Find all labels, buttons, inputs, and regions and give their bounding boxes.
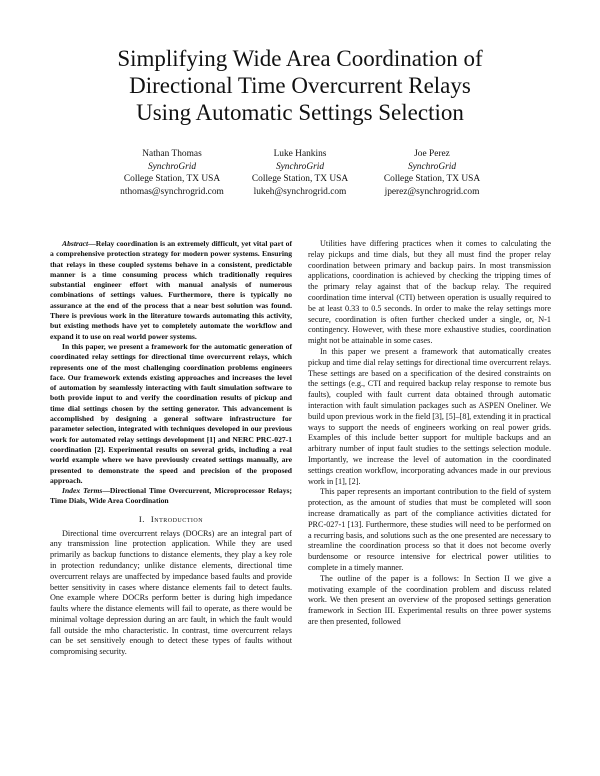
author-email: nthomas@synchrogrid.com	[120, 186, 224, 197]
section-title: Introduction	[150, 513, 204, 524]
index-terms-label: Index Terms	[62, 486, 103, 496]
body-paragraph: Directional time overcurrent relays (DOCRs) are an integral part of any transmission line protection application. While they are used primarily as backup functions to distance elements, they play a key role in protection redundancy; unlike distance elements, directional time overcurrent relays are unaffected by impedance based faults and provide better sensitivity in cases where distance elements fail to detect faults. One example where DOCRs perform better is during high impedance faults where the distance elements will fail to operate, as there would be minimal voltage depression during an arc fault, in which the fault would fall outside the mho characteristic. In contrast, time overcurrent relays can be set sensitively enough to detect these types of faults without compromising security.	[50, 528, 292, 657]
abstract-label: Abstract	[62, 239, 89, 248]
title-line: Using Automatic Settings Selection	[136, 100, 464, 125]
abstract-paragraph: In this paper, we present a framework for the automatic generation of coordinated relay settings for directional time overcurrent relays, which represents one of the most challenging coordination problems engineers face. Our framework extends existing approaches and increases the level of automation by seamlessly interacting with fault simulation software to both provide input to and verify the coordination results of pickup and time dial settings chosen by the setting generator. This advancement is accomplished by designing a general software infrastructure for parameter selection, integrated with techniques developed in our previous work for automated relay settings development [1] and NERC PRC-027-1 coordination [2]. Experimental results on several grids, including a real world example where we have previously created settings manually, are presented to demonstrate the speed and precision of the proposed approach.	[50, 341, 292, 485]
author-email: jperez@synchrogrid.com	[384, 186, 480, 197]
author-name: Joe Perez	[414, 149, 450, 159]
author-location: College Station, TX USA	[123, 174, 221, 184]
author-affiliation: SynchroGrid	[407, 161, 457, 172]
body-paragraph: Utilities have differing practices when it comes to calculating the relay pickups and time dials, but they all must find the proper relay coordination between primary and backup pairs. In most transmission applications, coordination is achieved by checking the tripping times of the primary relay against that of the backup relay. The required coordination time interval (CTI) between operation is usually required to be at least 0.33 to 0.5 seconds. In order to make the relay settings more secure, coordination is often further checked under a single, or, N-1 contingency. However, with these more exhaustive studies, coordination might not be attainable in some cases.	[308, 239, 551, 346]
author-name: Luke Hankins	[273, 149, 327, 159]
author-affiliation: SynchroGrid	[147, 161, 197, 172]
author-name: Nathan Thomas	[142, 149, 202, 159]
section-number: I.	[138, 513, 145, 524]
author-affiliation: SynchroGrid	[275, 161, 325, 172]
author-location: College Station, TX USA	[383, 174, 481, 184]
index-terms	[50, 486, 292, 507]
title-line: Simplifying Wide Area Coordination of	[117, 46, 483, 71]
right-column	[308, 239, 551, 628]
body-paragraph: This paper represents an important contribution to the field of system protection, as the amount of studies that must be completed will soon increase dramatically as part of the compliance activities dictated for PRC-027-1 [13]. Furthermore, these studies will need to be performed on a recurring basis, and solutions such as the one presented are necessary to streamline the coordination process so that it does not become overly burdensome or resource intensive for electrical power utilities to complete in a timely manner.	[308, 487, 551, 572]
body-paragraph: The outline of the paper is a follows: In Section II we give a motivating example of the coordination problem and discuss related work. We then present an overview of the proposed settings generation framework in Section III. Experimental results on three power systems are then presented, followed	[308, 573, 551, 626]
left-column	[50, 239, 292, 658]
author-location: College Station, TX USA	[251, 174, 349, 184]
section-heading	[50, 514, 292, 525]
paper-title	[40, 45, 560, 126]
abstract-paragraph	[50, 239, 292, 342]
abstract-text: —Relay coordination is an extremely difficult, yet vital part of a comprehensive protection strategy for modern power systems. Ensuring that relays in these coupled systems behave in a consistent, predictable manner is a time consuming process which traditionally requires substantial engineer effort with manual analysis of numerous combinations of settings values. Furthermore, there is typically no assurance at the end of the process that a near best solution was found. There is previous work in the literature towards automating this activity, but existing methods have yet to completely automate the workflow and expand it to use on real world power systems.	[50, 239, 292, 341]
author-block	[342, 148, 522, 198]
index-terms-text: —Directional Time Overcurrent, Microprocessor Relays; Time Dials, Wide Area Coordination	[50, 486, 292, 506]
title-line: Directional Time Overcurrent Relays	[129, 73, 471, 98]
author-email: lukeh@synchrogrid.com	[253, 186, 347, 197]
body-paragraph: In this paper we present a framework that automatically creates pickup and time dial relay settings for directional time overcurrent relays. These settings are based on a specification of the desired constraints on the settings (e.g., CTI and required backup relay response to remote bus faults), coupled with fault current data obtained through automatic interaction with fault simulation packages such as ASPEN Oneliner. We build upon previous work in the field [3], [5]–[8], extending it in practical ways to support the needs of engineers working on real power grids. Examples of this include better support for multiple backups and an arbitrary number of input fault studies to the settings selection module. Importantly, we increase the level of automation in the coordinated settings creation workflow, incorporating advances made in our previous work in [1], [2].	[308, 346, 551, 486]
